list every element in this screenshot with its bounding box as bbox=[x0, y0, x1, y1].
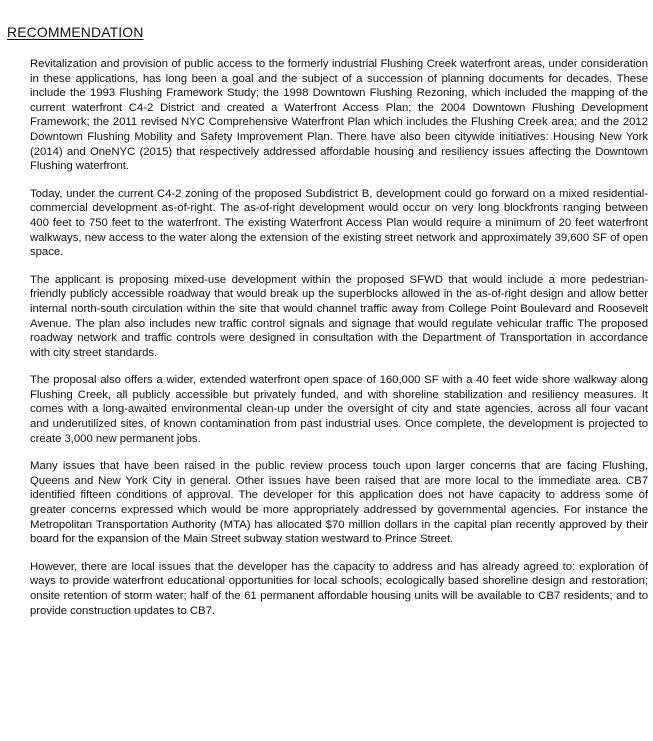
paragraph-public-review-issues: Many issues that have been raised in the public review process touch upon larger concerns that are facing Flushing, Queens and New York City in general. Other issues have been raised that are more local to the immediate area. CB7 identified fifteen conditions of approval. The developer for this application does not have capacity to address some of greater concerns expressed which would be more appropriately addressed by governmental agencies. For instance the Metropolitan Transportation Authority (MTA) has allocated $70 million dollars in the capital plan recently approved by their board for the expansion of the Main Street subway station westward to Prince Street. bbox=[30, 460, 648, 546]
document-body bbox=[30, 57, 648, 631]
paragraph-local-issues: However, there are local issues that the developer has the capacity to address and has already agreed to: exploration of ways to provide waterfront educational opportunities for local schools; ecologically based shoreline design and restoration; onsite retention of storm water; half of the 61 permanent affordable housing units will be available to CB7 residents; and to provide construction updates to CB7. bbox=[30, 560, 648, 617]
paragraph-planning-history: Revitalization and provision of public access to the formerly industrial Flushing Creek waterfront areas, under consideration in these applications, has long been a goal and the subject of a succession of planning documents for decades. These include the 1993 Flushing Framework Study; the 1998 Downtown Flushing Rezoning, which included the mapping of the current waterfront C4-2 District and created a Waterfront Access Plan; the 2004 Downtown Flushing Development Framework; the 2011 revised NYC Comprehensive Waterfront Plan which includes the Flushing Creek area; and the 2012 Downtown Flushing Mobility and Safety Improvement Plan. There have also been citywide initiatives: Housing New York (2014) and OneNYC (2015) that respectively addressed affordable housing and resiliency issues affecting the Downtown Flushing waterfront. bbox=[30, 58, 648, 173]
section-heading: RECOMMENDATION bbox=[7, 24, 144, 40]
paragraph-open-space: The proposal also offers a wider, extended waterfront open space of 160,000 SF with a 40 feet wide shore walkway along Flushing Creek, all publicly accessible but privately funded, and with shoreline stabilization and resiliency measures. It comes with a long-awaited environmental clean-up under the oversight of city and state agencies, across all four vacant and underutilized sites, of known contamination from past industrial uses. Once complete, the development is projected to create 3,000 new permanent jobs. bbox=[30, 374, 648, 445]
paragraph-current-zoning: Today, under the current C4-2 zoning of the proposed Subdistrict B, development could go forward on a mixed residential-commercial development as-of-right. The as-of-right development would occur on very long blockfronts ranging between 400 feet to 750 feet to the waterfront. The existing Waterfront Access Plan would require a minimum of 20 feet waterfront walkways, new access to the water along the extension of the existing street network and approximately 39,600 SF of open space. bbox=[30, 187, 648, 259]
paragraph-proposed-development: The applicant is proposing mixed-use development within the proposed SFWD that would include a more pedestrian-friendly publicly accessible roadway that would break up the superblocks allowed in the as-of-right design and allow better internal north-south circulation within the site that would channel traffic away from College Point Boulevard and Roosevelt Avenue. The plan also includes new traffic control signals and signage that would regulate vehicular traffic The proposed roadway network and traffic controls were designed in consultation with the Department of Transportation in accordance with city street standards. bbox=[30, 273, 648, 359]
